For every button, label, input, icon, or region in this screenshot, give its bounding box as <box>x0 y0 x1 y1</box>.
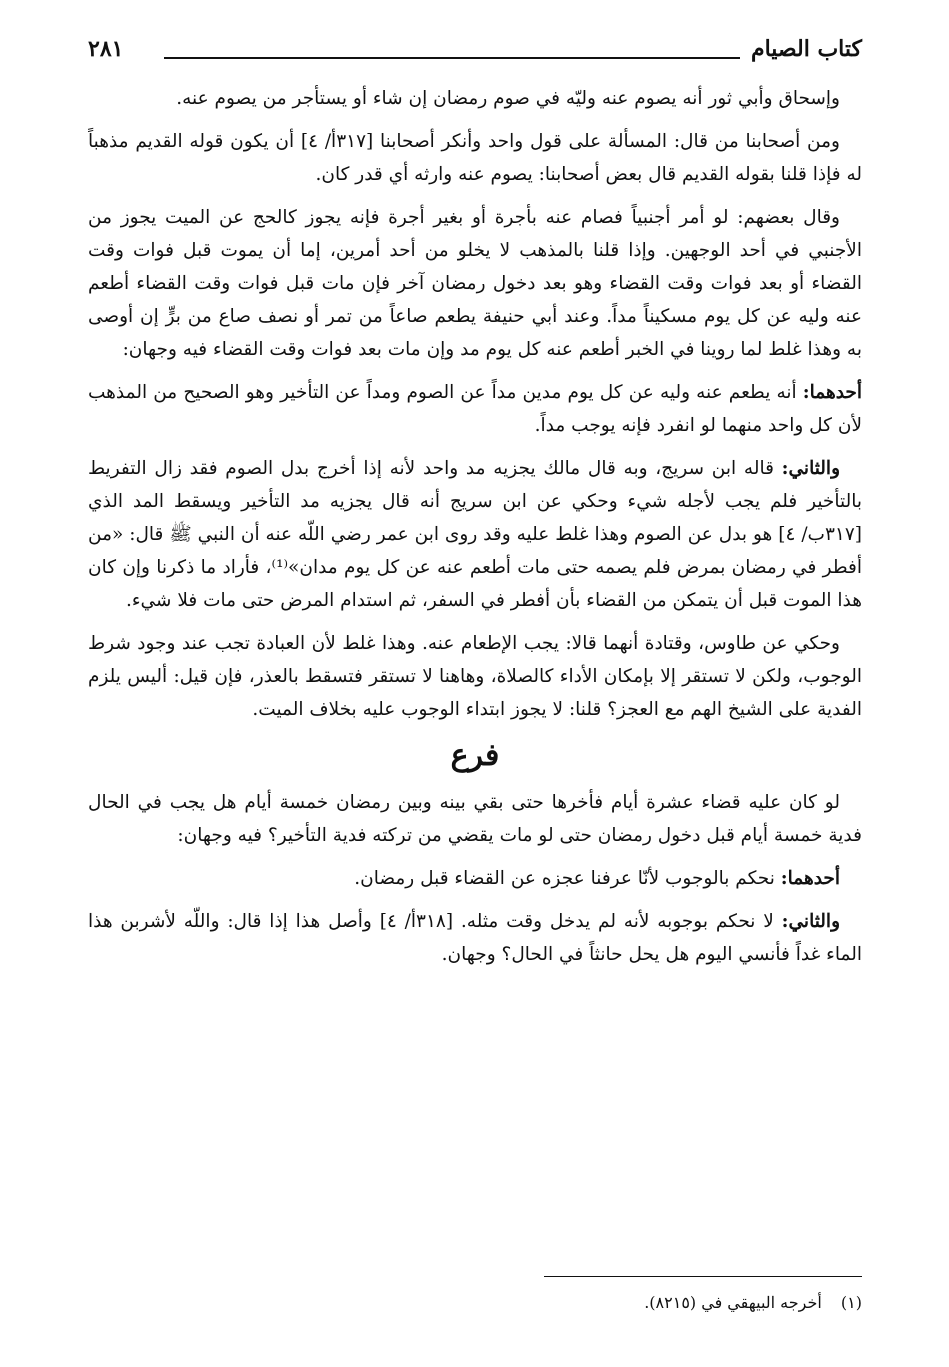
paragraph-2: ومن أصحابنا من قال: المسألة على قول واحد وأنكر أصحابنا [٣١٧أ/ ٤] أن يكون قوله القديم مذهباً له فإذا قلنا بقوله القديم قال بعض أصحابنا: يصوم عنه وارثه أي قدر كان. <box>88 131 862 185</box>
paragraph-1: وإسحاق وأبي ثور أنه يصوم عنه وليّه في صوم رمضان إن شاء أو يستأجر من يصوم عنه. <box>176 88 840 109</box>
lead-term: أحدهما: <box>802 382 862 403</box>
section-paragraph-2: أحدهما: نحكم بالوجوب لأنّا عرفنا عجزه عن القضاء قبل رمضان. <box>354 868 840 889</box>
section-paragraph-1: لو كان عليه قضاء عشرة أيام فأخرها حتى بقي بينه وبين رمضان خمسة أيام هل يجب في الحال فدية خمسة أيام قبل دخول رمضان حتى لو مات يقضي من تركته فدية التأخير؟ فيه وجهان: <box>88 792 862 846</box>
lead-term: والثاني: <box>781 458 840 479</box>
page-number: ٢٨١ <box>88 36 124 62</box>
section-paragraph-3: والثاني: لا نحكم بوجوبه لأنه لم يدخل وقت مثله. [٣١٨أ/ ٤] وأصل هذا إذا قال: واللّه لأشربن هذا الماء غداً فأنسي اليوم هل يحل حانثاً في الحال؟ وجهان. <box>88 911 862 965</box>
footnote-rule <box>544 1276 862 1277</box>
paragraph-6: وحكي عن طاوس، وقتادة أنهما قالا: يجب الإطعام عنه. وهذا غلط لأن العبادة تجب عند وجود شرط الوجوب، ولكن لا تستقر إلا بإمكان الأداء كالصلاة، وهاهنا لا تستقر فتسقط بالعذر، فإن قيل: أليس يلزم الفدية على الشيخ الهم مع العجز؟ قلنا: لا يجوز ابتداء الوجوب عليه بخلاف الميت. <box>88 633 862 720</box>
paragraph-4: أحدهما: أنه يطعم عنه وليه عن كل يوم مدين مداً عن الصوم ومداً عن التأخير وهو الصحيح من المذهب لأن كل واحد منهما لو انفرد فإنه يوجب مداً. <box>88 382 862 436</box>
footnote <box>644 1290 862 1316</box>
lead-term: أحدهما: <box>780 868 840 889</box>
footnote-area <box>88 0 862 1367</box>
lead-term: والثاني: <box>781 911 840 932</box>
section-heading: فرع <box>450 738 500 773</box>
paragraph-5: والثاني: قاله ابن سريج، وبه قال مالك يجزيه مد واحد لأنه إذا أخرج بدل الصوم فقد زال التفريط بالتأخير فلم يجب لأجله شيء وحكي عن ابن سريج أنه قال يجزيه مد التأخير ويسقط المد الذي [٣١٧ب/ ٤] هو بدل عن الصوم وهذا غلط عليه وقد روى ابن عمر رضي اللّه عنه أن النبي ﷺ قال: «من أفطر في رمضان بمرض فلم يصمه حتى مات أطعم عنه عن كل يوم مدان»⁽¹⁾، فأراد ما ذكرنا وإن كان هذا الموت قبل أن يتمكن من القضاء بأن أفطر في السفر، ثم استدام المرض حتى مات فلا شيء. <box>88 458 862 611</box>
footnote-text: أخرجه البيهقي في (٨٢١٥). <box>644 1293 822 1312</box>
paragraph-3: وقال بعضهم: لو أمر أجنبياً فصام عنه بأجرة أو بغير أجرة فإنه يجوز كالحج عن الميت يجوز من الأجنبي في أحد الوجهين. وإذا قلنا بالمذهب لا يخلو من أحد أمرين، إما أن يموت قبل فوات وقت القضاء أو بعد فوات وقت القضاء وهو بعد دخول رمضان آخر فإن مات قبل فوات وقت القضاء أطعم عنه وليه عن كل يوم مسكيناً مداً. وعند أبي حنيفة يطعم صاعاً من تمر أو نصف صاع من برٍّ إن أوصى به وهذا غلط لما روينا في الخبر أطعم عنه كل يوم مد وإن مات بعد فوات وقت القضاء فيه وجهان: <box>88 207 862 360</box>
running-title: كتاب الصيام <box>750 36 862 62</box>
footnote-number: (١) <box>840 1293 862 1312</box>
